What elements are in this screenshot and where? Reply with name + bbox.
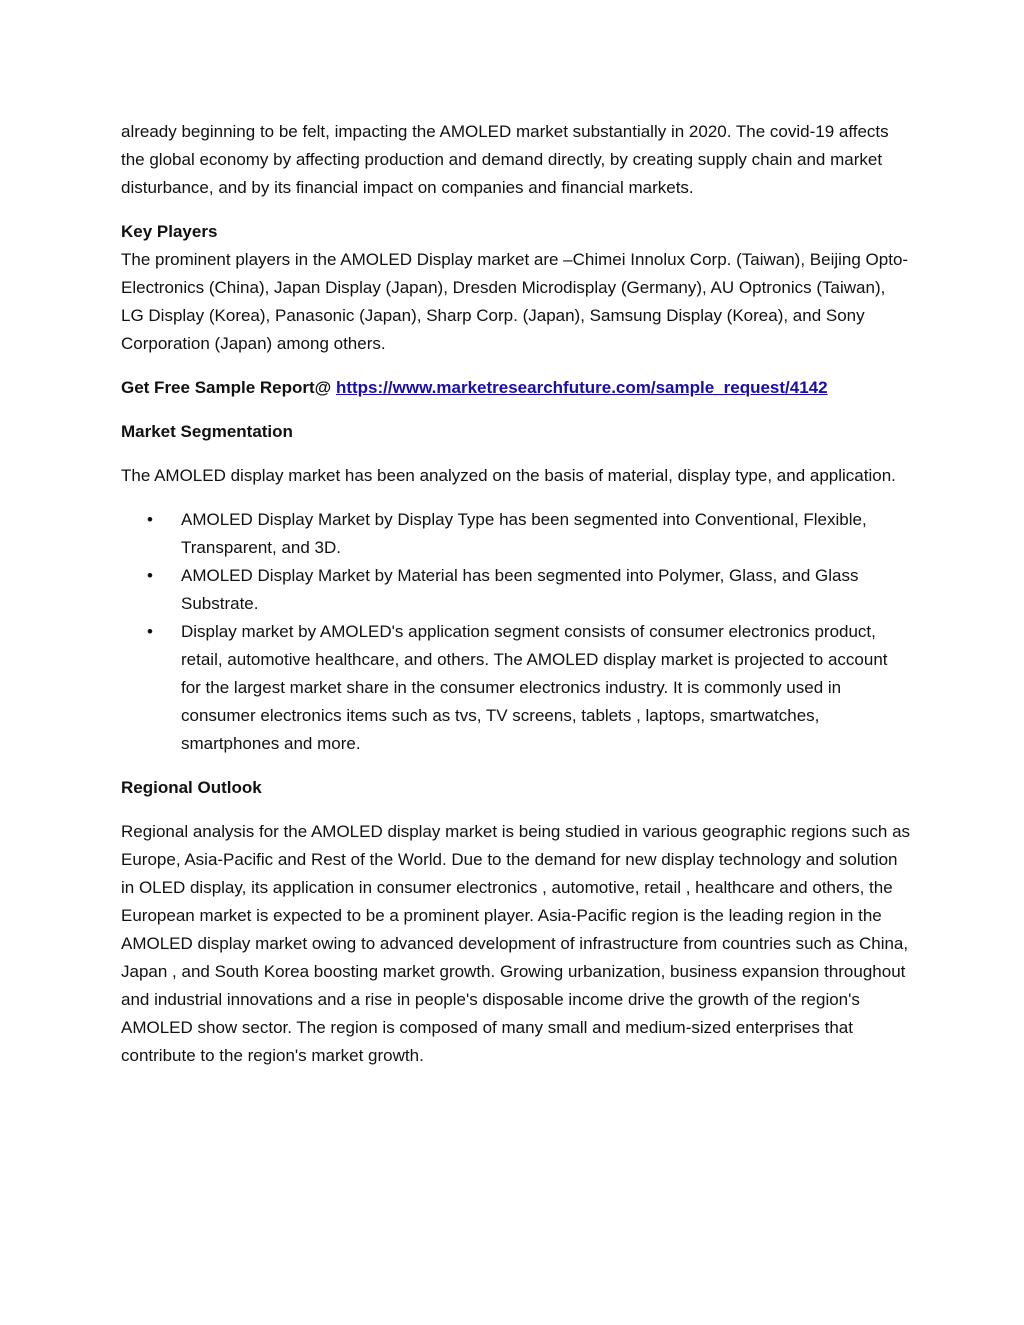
key-players-section bbox=[121, 218, 911, 358]
list-item-text: AMOLED Display Market by Display Type has been segmented into Conventional, Flexible, Transparent, and 3D. bbox=[181, 510, 867, 557]
segmentation-heading: Market Segmentation bbox=[121, 422, 293, 441]
list-item bbox=[147, 562, 911, 618]
list-item bbox=[147, 618, 911, 758]
regional-paragraph: Regional analysis for the AMOLED display market is being studied in various geographic regions such as Europe, Asia-Pacific and Rest of the World. Due to the demand for new display technology and solution in OLED display, its application in consumer electronics , automotive, retail , healthcare and others, the European market is expected to be a prominent player. Asia-Pacific region is the leading region in the AMOLED display market owing to advanced development of infrastructure from countries such as China, Japan , and South Korea boosting market growth. Growing urbanization, business expansion throughout and industrial innovations and a rise in people's disposable income drive the growth of the region's AMOLED show sector. The region is composed of many small and medium-sized enterprises that contribute to the region's market growth. bbox=[121, 822, 911, 1065]
sample-report-line bbox=[121, 374, 911, 402]
list-item bbox=[147, 506, 911, 562]
document-page bbox=[121, 118, 911, 1086]
bullet-icon: • bbox=[147, 510, 153, 529]
segmentation-paragraph: The AMOLED display market has been analyzed on the basis of material, display type, and application. bbox=[121, 466, 896, 485]
list-item-text: AMOLED Display Market by Material has been segmented into Polymer, Glass, and Glass Substrate. bbox=[181, 566, 859, 613]
bullet-icon: • bbox=[147, 622, 153, 641]
key-players-heading: Key Players bbox=[121, 222, 218, 241]
bullet-icon: • bbox=[147, 566, 153, 585]
list-item-text: Display market by AMOLED's application segment consists of consumer electronics product, retail, automotive healthcare, and others. The AMOLED display market is projected to account for the largest market share in the consumer electronics industry. It is commonly used in consumer electronics items such as tvs, TV screens, tablets , laptops, smartwatches, smartphones and more. bbox=[181, 622, 888, 753]
sample-report-label: Get Free Sample Report@ bbox=[121, 378, 336, 397]
segmentation-list bbox=[121, 506, 911, 758]
sample-report-link[interactable]: https://www.marketresearchfuture.com/sample_request/4142 bbox=[335, 378, 828, 397]
key-players-paragraph: The prominent players in the AMOLED Display market are –Chimei Innolux Corp. (Taiwan), Beijing Opto-Electronics (China), Japan Display (Japan), Dresden Microdisplay (Germany), AU Optronics (Taiwan), LG Display (Korea), Panasonic (Japan), Sharp Corp. (Japan), Samsung Display (Korea), and Sony Corporation (Japan) among others. bbox=[121, 250, 909, 353]
intro-paragraph: already beginning to be felt, impacting the AMOLED market substantially in 2020. The covid-19 affects the global economy by affecting production and demand directly, by creating supply chain and market disturbance, and by its financial impact on companies and financial markets. bbox=[121, 122, 889, 197]
regional-heading: Regional Outlook bbox=[121, 778, 262, 797]
